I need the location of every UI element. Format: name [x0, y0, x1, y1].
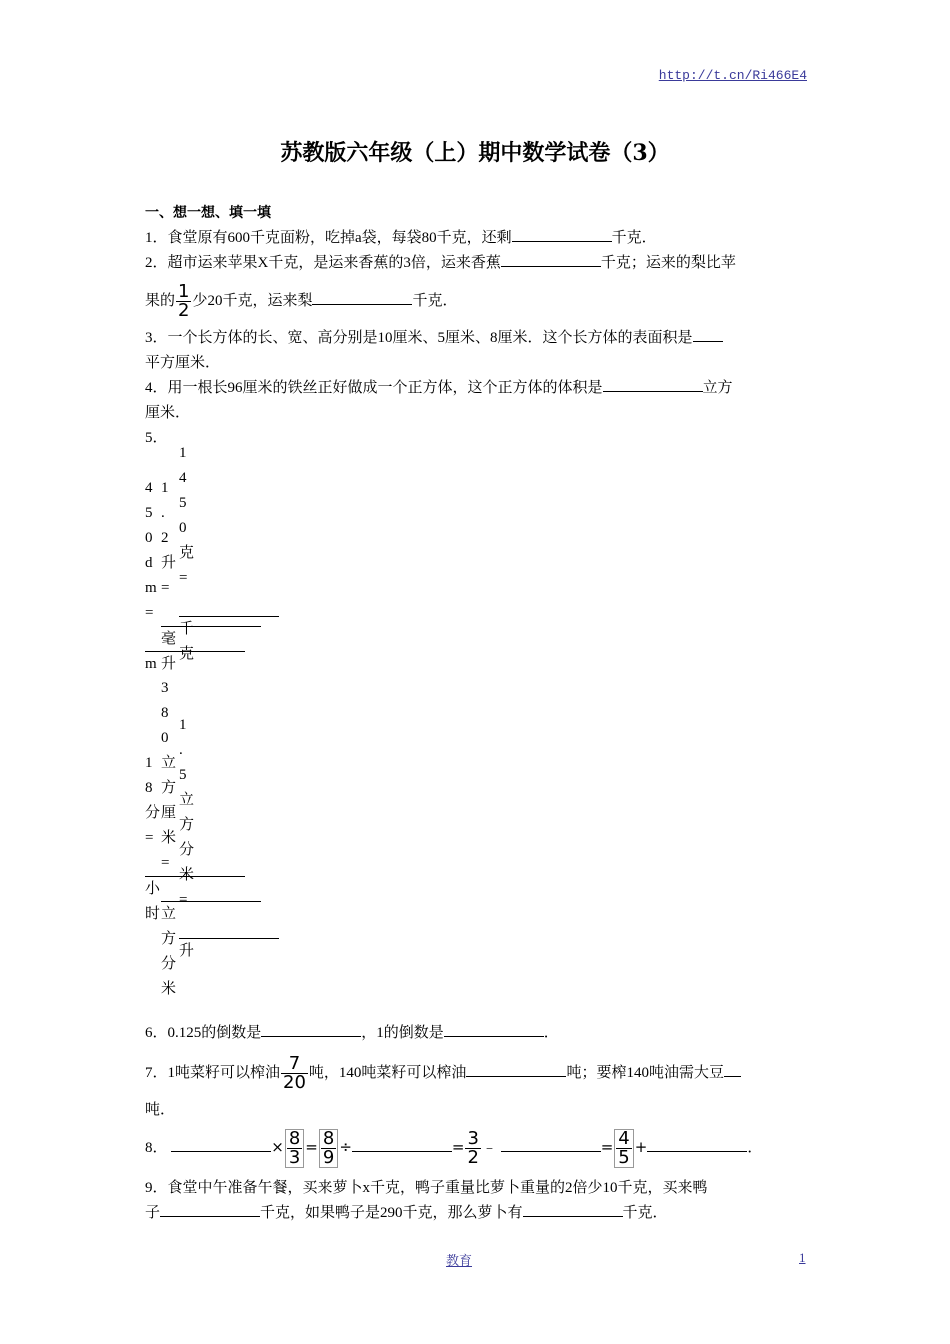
- answer-blank[interactable]: [523, 1202, 623, 1217]
- answer-blank[interactable]: [466, 1062, 566, 1077]
- q6-text: 6．0.125的倒数是: [145, 1025, 262, 1041]
- question-7: [145, 1048, 807, 1098]
- q5-col-3: 1 4 5 0 克 = 千 克: [179, 441, 279, 667]
- fraction-8-9: $\frac{8}{9}$: [319, 1129, 338, 1168]
- answer-blank[interactable]: [444, 1022, 544, 1037]
- q5-col-1: 4 5 0 d m = m: [145, 451, 245, 677]
- equals-sign: =: [451, 1138, 465, 1156]
- q4-unit-b: 厘米．: [145, 405, 191, 421]
- minus-sign: ﹣: [481, 1138, 497, 1156]
- q9-text: 9．食堂中午准备午餐，买来萝卜x千克，鸭子重量比萝卜重量的2倍少10千克，买来鸭: [145, 1180, 708, 1196]
- q2-text-b: 千克；运来的梨比苹: [600, 255, 736, 271]
- question-4-cont: [145, 401, 807, 426]
- answer-blank[interactable]: [261, 1022, 361, 1037]
- equals-sign: =: [600, 1138, 614, 1156]
- question-5-table: [145, 445, 807, 1021]
- q9-text-b: 子: [145, 1205, 161, 1221]
- q5-col-5: 3 8 0 立 方 厘 米 = 立 方 分 米: [161, 676, 261, 1002]
- q9-text-c: 千克，如果鸭子是290千克，那么萝卜有: [260, 1205, 523, 1221]
- fraction-8-3: $\frac{8}{3}$: [285, 1129, 304, 1168]
- question-4: [145, 376, 807, 401]
- fraction-3-2: $\frac{3}{2}$: [467, 1128, 479, 1169]
- header-link[interactable]: http://t.cn/Ri466E4: [658, 68, 807, 83]
- answer-blank[interactable]: [312, 290, 412, 305]
- question-3-cont: [145, 351, 807, 376]
- fraction-half: $\frac{1}{2}$: [178, 281, 190, 322]
- question-9: [145, 1176, 807, 1201]
- section-heading: 一、想一想、填一填: [145, 205, 271, 221]
- q9-unit: 千克．: [622, 1205, 668, 1221]
- answer-blank[interactable]: [647, 1137, 747, 1152]
- q1-unit: 千克．: [611, 230, 657, 246]
- question-6: [145, 1021, 807, 1046]
- answer-blank[interactable]: [501, 252, 601, 267]
- q8-end: ．: [747, 1140, 763, 1156]
- q2-unit: 千克．: [412, 293, 458, 309]
- question-8: [145, 1123, 807, 1172]
- answer-blank[interactable]: [724, 1062, 741, 1077]
- answer-blank[interactable]: [160, 1202, 260, 1217]
- q2-text: 2．超市运来苹果X千克，是运来香蕉的3倍，运来香蕉: [145, 255, 501, 271]
- q6-text-b: ，1的倒数是: [361, 1025, 444, 1041]
- question-7-cont: [145, 1098, 807, 1123]
- fraction-4-5: $\frac{4}{5}$: [614, 1129, 633, 1168]
- q5-col-2: 1 . 2 升 = 毫 升: [161, 451, 261, 677]
- footer-link[interactable]: 教育: [446, 1253, 473, 1268]
- question-3: [145, 326, 807, 351]
- q5-col-4: 1 8 分 = 小 时: [145, 751, 245, 927]
- q5-label: 5．: [145, 430, 168, 446]
- exam-content: [145, 202, 807, 1226]
- page-title: 苏教版六年级（上）期中数学试卷（3）: [280, 140, 670, 166]
- divide-sign: ÷: [339, 1138, 352, 1156]
- q4-unit: 立方: [702, 380, 733, 396]
- q8-label: 8．: [145, 1140, 168, 1156]
- q2-text-c: 果的: [145, 293, 176, 309]
- q7-text-c: 吨；要榨140吨油需大豆: [566, 1065, 724, 1081]
- q6-end: ．: [543, 1025, 559, 1041]
- times-sign: ×: [271, 1138, 284, 1156]
- question-1: [145, 226, 807, 251]
- q3-text: 3．一个长方体的长、宽、高分别是10厘米、5厘米、8厘米．这个长方体的表面积是: [145, 330, 693, 346]
- equals-sign: =: [305, 1138, 318, 1156]
- answer-blank[interactable]: [693, 327, 723, 342]
- q7-text: 7．1吨菜籽可以榨油: [145, 1065, 281, 1081]
- answer-blank[interactable]: [171, 1137, 271, 1152]
- q2-text-d: 少20千克，运来梨: [192, 293, 313, 309]
- answer-blank[interactable]: [603, 377, 703, 392]
- question-9-cont: [145, 1201, 807, 1226]
- fraction-7-20: $\frac{7}{20}$: [283, 1053, 306, 1094]
- q7-unit: 吨．: [145, 1102, 176, 1118]
- q7-text-b: 吨，140吨菜籽可以榨油: [308, 1065, 467, 1081]
- q1-text: 1．食堂原有600千克面粉，吃掉a袋，每袋80千克，还剩: [145, 230, 512, 246]
- plus-sign: +: [634, 1138, 648, 1156]
- q5-col-6: 1 . 5 立 方 分 米 = 升: [179, 713, 279, 964]
- answer-blank[interactable]: [501, 1137, 601, 1152]
- page-number[interactable]: 1: [799, 1250, 806, 1265]
- answer-blank[interactable]: [352, 1137, 452, 1152]
- question-2-cont: [145, 276, 807, 326]
- question-2: [145, 251, 807, 276]
- q3-unit: 平方厘米．: [145, 355, 221, 371]
- answer-blank[interactable]: [512, 227, 612, 242]
- q4-text: 4．用一根长96厘米的铁丝正好做成一个正方体，这个正方体的体积是: [145, 380, 603, 396]
